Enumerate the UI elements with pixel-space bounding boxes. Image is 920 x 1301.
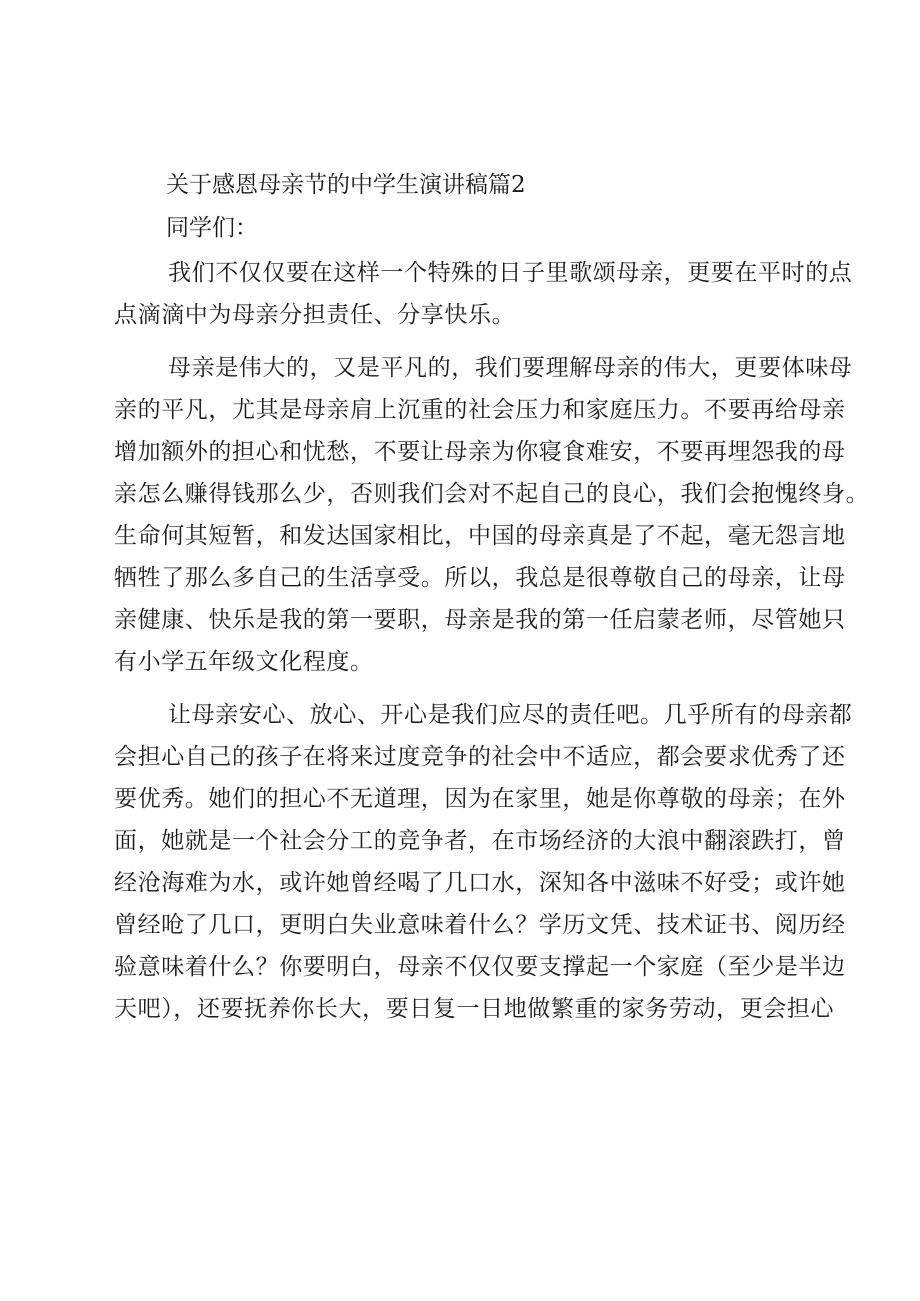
salutation: 同学们： (166, 215, 258, 241)
paragraph-line: 点滴滴中为母亲分担责任、分享快乐。 (114, 302, 516, 328)
paragraph-1 (114, 252, 853, 336)
paragraph-line: 增加额外的担心和忧愁，不要让母亲为你寝食难安，不要再埋怨我的母 (114, 439, 846, 465)
paragraph-line: 让母亲安心、放心、开心是我们应尽的责任吧。几乎所有的母亲都 (168, 702, 853, 728)
paragraph-line: 我们不仅仅要在这样一个特殊的日子里歌颂母亲，更要在平时的点 (168, 260, 853, 286)
paragraph-line: 经沧海难为水，或许她曾经喝了几口水，深知各中滋味不好受；或许她 (114, 870, 846, 896)
paragraph-line: 会担心自己的孩子在将来过度竞争的社会中不适应，都会要求优秀了还 (114, 744, 846, 770)
paragraph-line: 亲健康、快乐是我的第一要职，母亲是我的第一任启蒙老师，尽管她只 (114, 607, 846, 633)
paragraph-line: 天吧），还要抚养你长大，要日复一日地做繁重的家务劳动，更会担心 (114, 996, 835, 1022)
paragraph-line: 亲怎么赚得钱那么少，否则我们会对不起自己的良心，我们会抱愧终身。 (114, 481, 870, 507)
paragraph-line: 牺牲了那么多自己的生活享受。所以，我总是很尊敬自己的母亲，让母 (114, 565, 846, 591)
paragraph-line: 母亲是伟大的，又是平凡的，我们要理解母亲的伟大，更要体味母 (168, 355, 853, 381)
paragraph-3 (114, 694, 853, 1030)
paragraph-line: 生命何其短暂，和发达国家相比，中国的母亲真是了不起，毫无怨言地 (114, 523, 846, 549)
paragraph-line: 亲的平凡，尤其是母亲肩上沉重的社会压力和家庭压力。不要再给母亲 (114, 397, 846, 423)
paragraph-line: 面，她就是一个社会分工的竞争者，在市场经济的大浪中翻滚跌打，曾 (114, 828, 846, 854)
paragraph-line: 要优秀。她们的担心不无道理，因为在家里，她是你尊敬的母亲；在外 (114, 786, 846, 812)
paragraph-line: 验意味着什么？你要明白，母亲不仅仅要支撑起一个家庭（至少是半边 (114, 954, 846, 980)
paragraph-2 (114, 347, 870, 683)
paragraph-line: 曾经呛了几口，更明白失业意味着什么？学历文凭、技术证书、阅历经 (114, 912, 846, 938)
paragraph-line: 有小学五年级文化程度。 (114, 649, 374, 675)
page-title: 关于感恩母亲节的中学生演讲稿篇2 (166, 172, 526, 198)
document-body (114, 162, 870, 1041)
